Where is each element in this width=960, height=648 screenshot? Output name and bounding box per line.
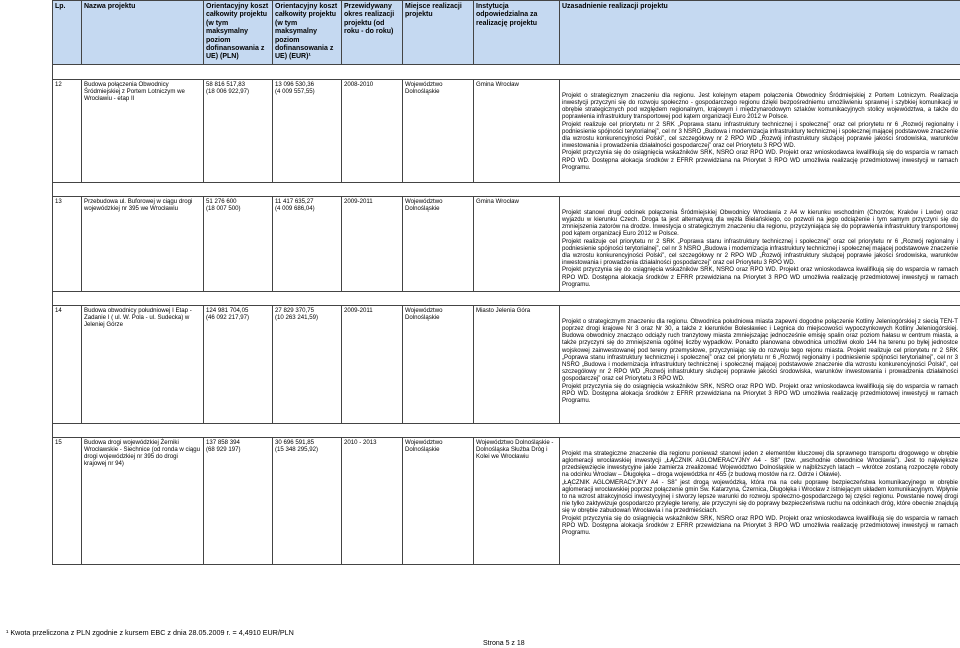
cell-institution: Miasto Jelenia Góra — [474, 305, 560, 423]
cell-lp: 14 — [53, 305, 82, 423]
cell-lp: 12 — [53, 79, 82, 182]
cell-institution: Gmina Wrocław — [474, 196, 560, 291]
table-row — [53, 196, 960, 291]
cell-place: Województwo Dolnośląskie — [403, 437, 474, 564]
cell-lp: 15 — [53, 437, 82, 564]
header-name: Nazwa projektu — [82, 1, 204, 65]
cell-cost-pln: 58 816 517,83 (18 006 922,97) — [204, 79, 273, 182]
cell-period: 2009-2011 — [342, 196, 403, 291]
cell-institution: Województwo Dolnośląskie - Dolnośląska Służba Dróg i Kolei we Wrocławiu — [474, 437, 560, 564]
cell-cost-pln: 124 981 704,05 (46 092 217,97) — [204, 305, 273, 423]
cell-name: Przebudowa ul. Buforowej w ciągu drogi wojewódzkiej nr 395 we Wrocławiu — [82, 196, 204, 291]
cell-justification: Projekt stanowi drugi odcinek połączenia Śródmiejskiej Obwodnicy Wrocławia z A4 w kierunku wschodnim (Chorzów, Kraków i Lwów) oraz wyjazdu w kierunku Czech. Droga ta jest alternatywą dla węzła Bielańskiego, co pozwoli na jego odciążenie i tym samym przyczyni się do zmniejszenia zatorów na drodze. Inwestycja o strategicznym znaczeniu dla regionu, przyczyniająca się do poprawienia infrastruktury transportowej pod kątem organizacji Euro 2012 w Polsce. Projekt realizuje cel priorytetu nr 2 SRK „Poprawa stanu infrastruktury technicznej i społecznej” oraz cel priorytetu nr 6 „Rozwój regionalny i podniesienie spójności terytorialnej”, cel nr 3 NSRO „Budowa i modernizacja infrastruktury technicznej i społecznej mającej podstawowe znaczenie dla wzrostu konkurencyjności Polski”, cel szczegółowy nr 2 RPO WD „Rozwój infrastruktury służącej poprawie jakości środowiska, warunków inwestowania i prowadzenia działalności gospodarczej” oraz cel Priorytetu 3 RPO WD. Projekt przyczynia się do osiągnięcia wskaźników SRK, NSRO oraz RPO WD. Projekt oraz wnioskodawca kwalifikują się do wsparcia w ramach RPO WD. Dostępna alokacja środków z EFRR przewidziana na Priorytet 3 RPO WD umożliwia realizację przedmiotowej inwestycji w ramach Programu. — [560, 196, 960, 291]
cell-place: Województwo Dolnośląskie — [403, 79, 474, 182]
spacer-row — [53, 291, 960, 305]
cell-place: Województwo Dolnośląskie — [403, 305, 474, 423]
page-number: Strona 5 z 18 — [483, 640, 525, 647]
table-row — [53, 79, 960, 182]
cell-cost-eur: 11 417 635,27 (4 009 686,04) — [273, 196, 342, 291]
cell-cost-pln: 51 276 600 (18 007 500) — [204, 196, 273, 291]
cell-lp: 13 — [53, 196, 82, 291]
spacer-row — [53, 423, 960, 437]
header-lp: Lp. — [53, 1, 82, 65]
cell-justification: Projekt ma strategiczne znaczenie dla regionu ponieważ stanowi jeden z elementów kluczowej dla sprawnego transportu drogowego w obrębie aglomeracji wrocławskiej inwestycji „ŁĄCZNIK AGLOMERACYJNY A4 - S8” (tzw. „wschodnie obwodnice Wrocławia”). Jest to największe przedsięwzięcie inwestycyjne jakie zamierza zrealizować Województwo Dolnośląskie w najbliższych latach – wkrótce zostaną rozpoczęte roboty na odcinku Wrocław – Długołęka – droga wojewódzka nr 455 (z budową mostów na rz. Odrze i Oławie). „ŁĄCZNIK AGLOMERACYJNY A4 - S8” jest drogą wojewódzką, która ma na celu poprawę bezpieczeństwa komunikacyjnego w obrębie aglomeracji wrocławskiej poprzez połączenie gmin Św. Katarzyna, Czernica, Długołęka i Wrocław z istniejącym układem komunikacyjnym. Wpłynie to na wzrost atrakcyjności inwestycyjnej i stworzy lepsze warunki do rozwoju społeczno-gospodarczego tej części regionu. Powstanie nowej drogi nie tylko zaktywizuje gospodarczo przyległe tereny, ale przyczyni się do poprawy bezpieczeństwa ruchu na odcinkach dróg, które obecnie znajdują się w obrębie zabudowań Wrocławia i na przedmieściach. Projekt przyczynia się do osiągnięcia wskaźników SRK, NSRO oraz RPO WD. Projekt oraz wnioskodawca kwalifikują się do wsparcia w ramach RPO WD. Dostępna alokacja środków z EFRR przewidziana na Priorytet 3 RPO WD umożliwia realizację przedmiotowej inwestycji w ramach Programu. — [560, 437, 960, 564]
spacer-row — [53, 182, 960, 196]
cell-justification: Projekt o strategicznym znaczeniu dla regionu. Jest kolejnym etapem połączenia Obwodnicy Śródmiejskiej z Portem Lotniczym. Realizacja inwestycji przyczyni się do rozwoju społeczno - gospodarczego regionu dzięki bezpośredniemu umożliwieniu sprawnej i szybkiej komunikacji w obrębie strategicznych pod względem regionalnym, krajowym i międzynarodowym szlaków komunikacyjnych stolicy województwa, a także do poprawienia infrastruktury transportowej pod kątem organizacji Euro 2012 w Polsce. Projekt realizuje cel priorytetu nr 2 SRK „Poprawa stanu infrastruktury technicznej i społecznej” oraz cel priorytetu nr 6 „Rozwój regionalny i podniesienie spójności terytorialnej”, cel nr 3 NSRO „Budowa i modernizacja infrastruktury technicznej i społecznej mającej podstawowe znaczenie dla wzrostu konkurencyjności Polski”, cel szczegółowy nr 2 RPO WD „Rozwój infrastruktury służącej poprawie jakości środowiska, warunków inwestowania i prowadzenia działalności gospodarczej” oraz cel Priorytetu 3 RPO WD. Projekt przyczynia się do osiągnięcia wskaźników SRK, NSRO oraz RPO WD. Projekt oraz wnioskodawca kwalifikują się do wsparcia w ramach RPO WD. Dostępna alokacja środków z EFRR przewidziana na Priorytet 3 RPO WD umożliwia realizację przedmiotowej inwestycji w ramach Programu. — [560, 79, 960, 182]
header-institution: Instytucja odpowiedzialna za realizację projektu — [474, 1, 560, 65]
cell-name: Budowa obwodnicy południowej I Etap - Zadanie I ( ul. W. Pola - ul. Sudecka) w Jeleniej Górze — [82, 305, 204, 423]
cell-place: Województwo Dolnośląskie — [403, 196, 474, 291]
table-row — [53, 437, 960, 564]
header-cost-eur: Orientacyjny koszt całkowity projektu (w tym maksymalny poziom dofinansowania z UE) (EUR)¹ — [273, 1, 342, 65]
table-row — [53, 305, 960, 423]
header-justification: Uzasadnienie realizacji projektu — [560, 1, 960, 65]
cell-name: Budowa połączenia Obwodnicy Śródmiejskiej z Portem Lotniczym we Wrocławiu - etap II — [82, 79, 204, 182]
cell-cost-eur: 13 096 530,36 (4 009 557,55) — [273, 79, 342, 182]
header-cost-pln: Orientacyjny koszt całkowity projektu (w tym maksymalny poziom dofinansowania z UE) (PLN) — [204, 1, 273, 65]
cell-period: 2009-2011 — [342, 305, 403, 423]
cell-cost-pln: 137 858 394 (68 929 197) — [204, 437, 273, 564]
cell-cost-eur: 27 829 370,75 (10 263 241,59) — [273, 305, 342, 423]
cell-cost-eur: 30 696 591,85 (15 348 295,92) — [273, 437, 342, 564]
header-row — [53, 1, 960, 65]
cell-justification: Projekt o strategicznym znaczeniu dla regionu. Obwodnica południowa miasta zapewni dogodne połączenie Kotliny Jeleniogórskiej z siecią TEN-T poprzez drogi krajowe Nr 3 oraz Nr 30, a także z kierunków Bolesławiec i Legnica do miejscowości wypoczynkowych Kotliny Jeleniogórskiej. Budowa obwodnicy znacząco odciąży ruch tranzytowy miasta zmniejszając jednocześnie emisję spalin oraz poziom hałasu w centrum miasta, a także przyczyni się do zmniejszenia ogólnej liczby wypadków. Ponadto planowana obwodnica umożliwi około 144 ha terenu po byłej jednostce wojskowej zainwestowanej pod tereny przemysłowe, przyczyniając się do rozwoju tego rejonu miasta. Projekt realizuje cel priorytetu nr 2 SRK „Poprawa stanu infrastruktury technicznej i społecznej” oraz cel priorytetu nr 6 „Rozwój regionalny i podniesienie spójności terytorialnej”, cel nr 3 NSRO „Budowa i modernizacja infrastruktury technicznej i społecznej mającej podstawowe znaczenie dla wzrostu konkurencyjności Polski”, cel szczegółowy nr 2 RPO WD „Rozwój infrastruktury służącej poprawie jakości środowiska, warunków inwestowania i prowadzenia działalności gospodarczej” oraz cel Priorytetu 3 RPO WD. Projekt przyczynia się do osiągnięcia wskaźników SRK, NSRO oraz RPO WD. Projekt oraz wnioskodawca kwalifikują się do wsparcia w ramach RPO WD. Dostępna alokacja środków z EFRR przewidziana na Priorytet 3 RPO WD umożliwia realizację przedmiotowej inwestycji w ramach Programu. — [560, 305, 960, 423]
cell-name: Budowa drogi wojewódzkiej Żerniki Wrocławskie - Siechnice (od ronda w ciągu drogi wojewódzkiej nr 395 do drogi krajowej nr 94) — [82, 437, 204, 564]
spacer-row — [53, 64, 960, 79]
cell-period: 2010 - 2013 — [342, 437, 403, 564]
projects-table — [52, 0, 960, 565]
cell-period: 2008-2010 — [342, 79, 403, 182]
header-period: Przewidywany okres realizacji projektu (od roku - do roku) — [342, 1, 403, 65]
cell-institution: Gmina Wrocław — [474, 79, 560, 182]
header-place: Miejsce realizacji projektu — [403, 1, 474, 65]
footnote: ¹ Kwota przeliczona z PLN zgodnie z kursem EBC z dnia 28.05.2009 r. = 4,4910 EUR/PLN — [6, 628, 294, 637]
